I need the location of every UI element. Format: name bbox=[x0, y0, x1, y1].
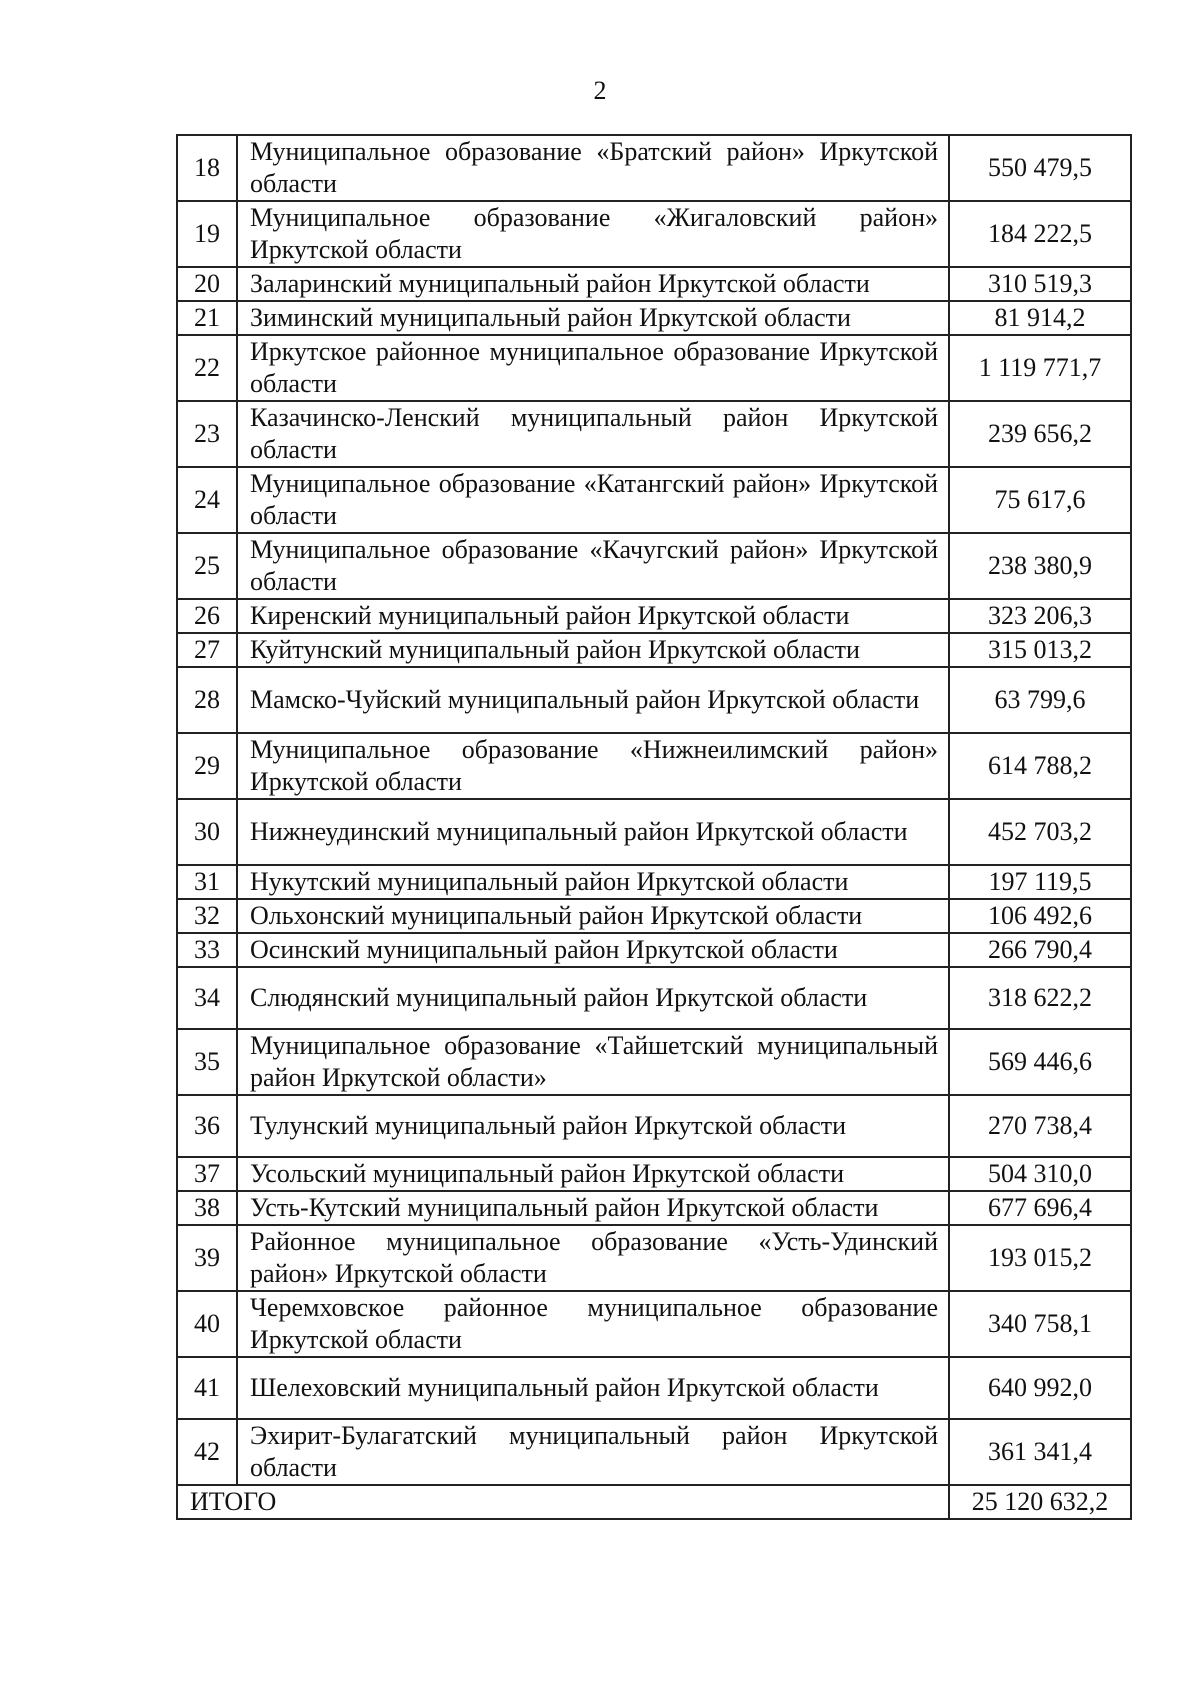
municipality-name: Муниципальное образование «Нижнеилимский район» Иркутской области bbox=[237, 733, 949, 799]
row-number: 39 bbox=[177, 1225, 237, 1291]
amount-value: 193 015,2 bbox=[949, 1225, 1131, 1291]
row-number: 26 bbox=[177, 599, 237, 633]
municipality-name: Мамско-Чуйский муниципальный район Иркутской области bbox=[237, 667, 949, 733]
row-number: 36 bbox=[177, 1095, 237, 1157]
total-row bbox=[177, 1485, 1131, 1519]
row-number: 30 bbox=[177, 799, 237, 865]
municipality-name: Зиминский муниципальный район Иркутской области bbox=[237, 301, 949, 335]
row-number: 20 bbox=[177, 267, 237, 301]
row-number: 19 bbox=[177, 201, 237, 267]
table-row bbox=[177, 1029, 1131, 1095]
amount-value: 340 758,1 bbox=[949, 1291, 1131, 1357]
allocation-table bbox=[176, 134, 1132, 1520]
amount-value: 504 310,0 bbox=[949, 1157, 1131, 1191]
row-number: 42 bbox=[177, 1419, 237, 1485]
table-row bbox=[177, 599, 1131, 633]
table-row bbox=[177, 799, 1131, 865]
row-number: 28 bbox=[177, 667, 237, 733]
row-number: 37 bbox=[177, 1157, 237, 1191]
municipality-name: Эхирит-Булагатский муниципальный район Иркутской области bbox=[237, 1419, 949, 1485]
row-number: 31 bbox=[177, 865, 237, 899]
amount-value: 318 622,2 bbox=[949, 967, 1131, 1029]
municipality-name: Ольхонский муниципальный район Иркутской области bbox=[237, 899, 949, 933]
table-row bbox=[177, 267, 1131, 301]
table-row bbox=[177, 899, 1131, 933]
total-label: ИТОГО bbox=[177, 1485, 949, 1519]
table-row bbox=[177, 1191, 1131, 1225]
table-row bbox=[177, 633, 1131, 667]
municipality-name: Усть-Кутский муниципальный район Иркутской области bbox=[237, 1191, 949, 1225]
amount-value: 239 656,2 bbox=[949, 401, 1131, 467]
table-row bbox=[177, 1357, 1131, 1419]
row-number: 24 bbox=[177, 467, 237, 533]
row-number: 25 bbox=[177, 533, 237, 599]
row-number: 21 bbox=[177, 301, 237, 335]
amount-value: 75 617,6 bbox=[949, 467, 1131, 533]
municipality-name: Тулунский муниципальный район Иркутской области bbox=[237, 1095, 949, 1157]
amount-value: 640 992,0 bbox=[949, 1357, 1131, 1419]
municipality-name: Киренский муниципальный район Иркутской области bbox=[237, 599, 949, 633]
row-number: 32 bbox=[177, 899, 237, 933]
amount-value: 184 222,5 bbox=[949, 201, 1131, 267]
table-row bbox=[177, 201, 1131, 267]
amount-value: 677 696,4 bbox=[949, 1191, 1131, 1225]
table-row bbox=[177, 135, 1131, 201]
table-row bbox=[177, 933, 1131, 967]
amount-value: 63 799,6 bbox=[949, 667, 1131, 733]
municipality-name: Муниципальное образование «Братский район» Иркутской области bbox=[237, 135, 949, 201]
amount-value: 266 790,4 bbox=[949, 933, 1131, 967]
municipality-name: Слюдянский муниципальный район Иркутской области bbox=[237, 967, 949, 1029]
table-row bbox=[177, 467, 1131, 533]
municipality-name: Районное муниципальное образование «Усть-Удинский район» Иркутской области bbox=[237, 1225, 949, 1291]
table-row bbox=[177, 1157, 1131, 1191]
table-row bbox=[177, 533, 1131, 599]
row-number: 23 bbox=[177, 401, 237, 467]
row-number: 29 bbox=[177, 733, 237, 799]
amount-value: 197 119,5 bbox=[949, 865, 1131, 899]
amount-value: 270 738,4 bbox=[949, 1095, 1131, 1157]
page-number: 2 bbox=[593, 76, 607, 105]
table-row bbox=[177, 1419, 1131, 1485]
table-row bbox=[177, 667, 1131, 733]
municipality-name: Казачинско-Ленский муниципальный район Иркутской области bbox=[237, 401, 949, 467]
municipality-name: Куйтунский муниципальный район Иркутской области bbox=[237, 633, 949, 667]
municipality-name: Шелеховский муниципальный район Иркутской области bbox=[237, 1357, 949, 1419]
table-row bbox=[177, 1095, 1131, 1157]
table-row bbox=[177, 401, 1131, 467]
municipality-name: Иркутское районное муниципальное образование Иркутской области bbox=[237, 335, 949, 401]
table-row bbox=[177, 1291, 1131, 1357]
row-number: 35 bbox=[177, 1029, 237, 1095]
amount-value: 81 914,2 bbox=[949, 301, 1131, 335]
amount-value: 452 703,2 bbox=[949, 799, 1131, 865]
row-number: 27 bbox=[177, 633, 237, 667]
municipality-name: Заларинский муниципальный район Иркутской области bbox=[237, 267, 949, 301]
municipality-name: Муниципальное образование «Жигаловский район» Иркутской области bbox=[237, 201, 949, 267]
row-number: 18 bbox=[177, 135, 237, 201]
amount-value: 310 519,3 bbox=[949, 267, 1131, 301]
table-row bbox=[177, 1225, 1131, 1291]
amount-value: 550 479,5 bbox=[949, 135, 1131, 201]
municipality-name: Усольский муниципальный район Иркутской области bbox=[237, 1157, 949, 1191]
row-number: 40 bbox=[177, 1291, 237, 1357]
amount-value: 238 380,9 bbox=[949, 533, 1131, 599]
table-row bbox=[177, 301, 1131, 335]
amount-value: 315 013,2 bbox=[949, 633, 1131, 667]
row-number: 38 bbox=[177, 1191, 237, 1225]
municipality-name: Муниципальное образование «Катангский район» Иркутской области bbox=[237, 467, 949, 533]
amount-value: 106 492,6 bbox=[949, 899, 1131, 933]
amount-value: 323 206,3 bbox=[949, 599, 1131, 633]
municipality-name: Муниципальное образование «Качугский район» Иркутской области bbox=[237, 533, 949, 599]
table-row bbox=[177, 733, 1131, 799]
row-number: 41 bbox=[177, 1357, 237, 1419]
row-number: 22 bbox=[177, 335, 237, 401]
amount-value: 614 788,2 bbox=[949, 733, 1131, 799]
table-row bbox=[177, 335, 1131, 401]
municipality-name: Нукутский муниципальный район Иркутской области bbox=[237, 865, 949, 899]
table-row bbox=[177, 967, 1131, 1029]
table-row bbox=[177, 865, 1131, 899]
row-number: 33 bbox=[177, 933, 237, 967]
amount-value: 361 341,4 bbox=[949, 1419, 1131, 1485]
municipality-name: Осинский муниципальный район Иркутской области bbox=[237, 933, 949, 967]
amount-value: 1 119 771,7 bbox=[949, 335, 1131, 401]
row-number: 34 bbox=[177, 967, 237, 1029]
amount-value: 569 446,6 bbox=[949, 1029, 1131, 1095]
total-value: 25 120 632,2 bbox=[949, 1485, 1131, 1519]
municipality-name: Нижнеудинский муниципальный район Иркутской области bbox=[237, 799, 949, 865]
municipality-name: Муниципальное образование «Тайшетский муниципальный район Иркутской области» bbox=[237, 1029, 949, 1095]
municipality-name: Черемховское районное муниципальное образование Иркутской области bbox=[237, 1291, 949, 1357]
